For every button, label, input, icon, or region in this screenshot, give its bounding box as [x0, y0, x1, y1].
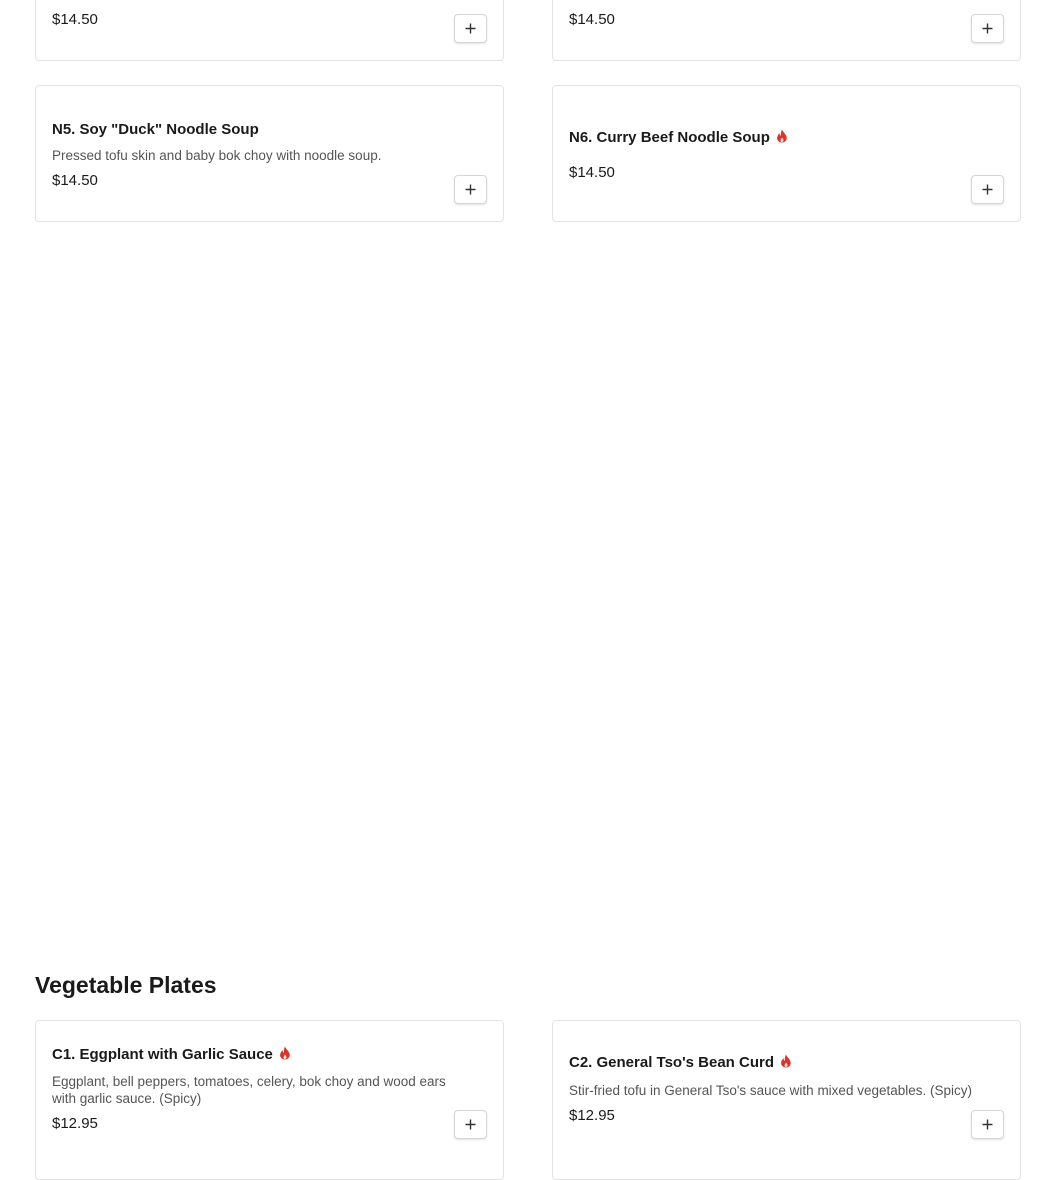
item-name: N6. Curry Beef Noodle Soup: [569, 129, 770, 146]
item-name: C1. Eggplant with Garlic Sauce: [52, 1046, 273, 1063]
item-description: Pressed tofu skin and baby bok choy with noodle soup.: [52, 148, 382, 163]
item-price: $12.95: [52, 1115, 98, 1132]
plus-icon: [465, 23, 476, 34]
plus-icon: [982, 1119, 993, 1130]
add-item-button[interactable]: [454, 175, 487, 204]
add-item-button[interactable]: [971, 175, 1004, 204]
item-price: $14.50: [569, 164, 615, 181]
item-price: $14.50: [52, 172, 98, 189]
item-name: C2. General Tso's Bean Curd: [569, 1054, 775, 1071]
menu-item-card[interactable]: [552, 0, 1021, 61]
add-item-button[interactable]: [971, 14, 1004, 43]
item-price: $14.50: [52, 11, 98, 28]
item-name-row: [569, 129, 960, 146]
flame-icon: [776, 129, 788, 143]
item-description: Eggplant, bell peppers, tomatoes, celery, bok choy and wood ears with garlic sauce. (Spicy): [52, 1074, 446, 1106]
plus-icon: [465, 1119, 476, 1130]
menu-item-card[interactable]: [35, 0, 504, 61]
section-title: Vegetable Plates: [35, 972, 217, 998]
add-item-button[interactable]: [971, 1110, 1004, 1139]
menu-item-card[interactable]: [35, 85, 504, 222]
flame-icon: [780, 1054, 792, 1068]
flame-icon: [279, 1046, 291, 1060]
item-price: $14.50: [569, 11, 615, 28]
menu-item-card[interactable]: [552, 85, 1021, 222]
menu-item-card[interactable]: [35, 1020, 504, 1180]
item-description: Stir-fried tofu in General Tso's sauce with mixed vegetables. (Spicy): [569, 1083, 973, 1098]
add-item-button[interactable]: [454, 1110, 487, 1139]
plus-icon: [982, 23, 993, 34]
plus-icon: [465, 184, 476, 195]
add-item-button[interactable]: [454, 14, 487, 43]
item-price: $12.95: [569, 1107, 615, 1124]
plus-icon: [982, 184, 993, 195]
menu-item-card[interactable]: [552, 1020, 1021, 1180]
item-name-row: [52, 121, 443, 138]
item-name-row: [569, 1054, 960, 1071]
item-name: N5. Soy "Duck" Noodle Soup: [52, 121, 259, 138]
item-name-row: [52, 1046, 443, 1063]
